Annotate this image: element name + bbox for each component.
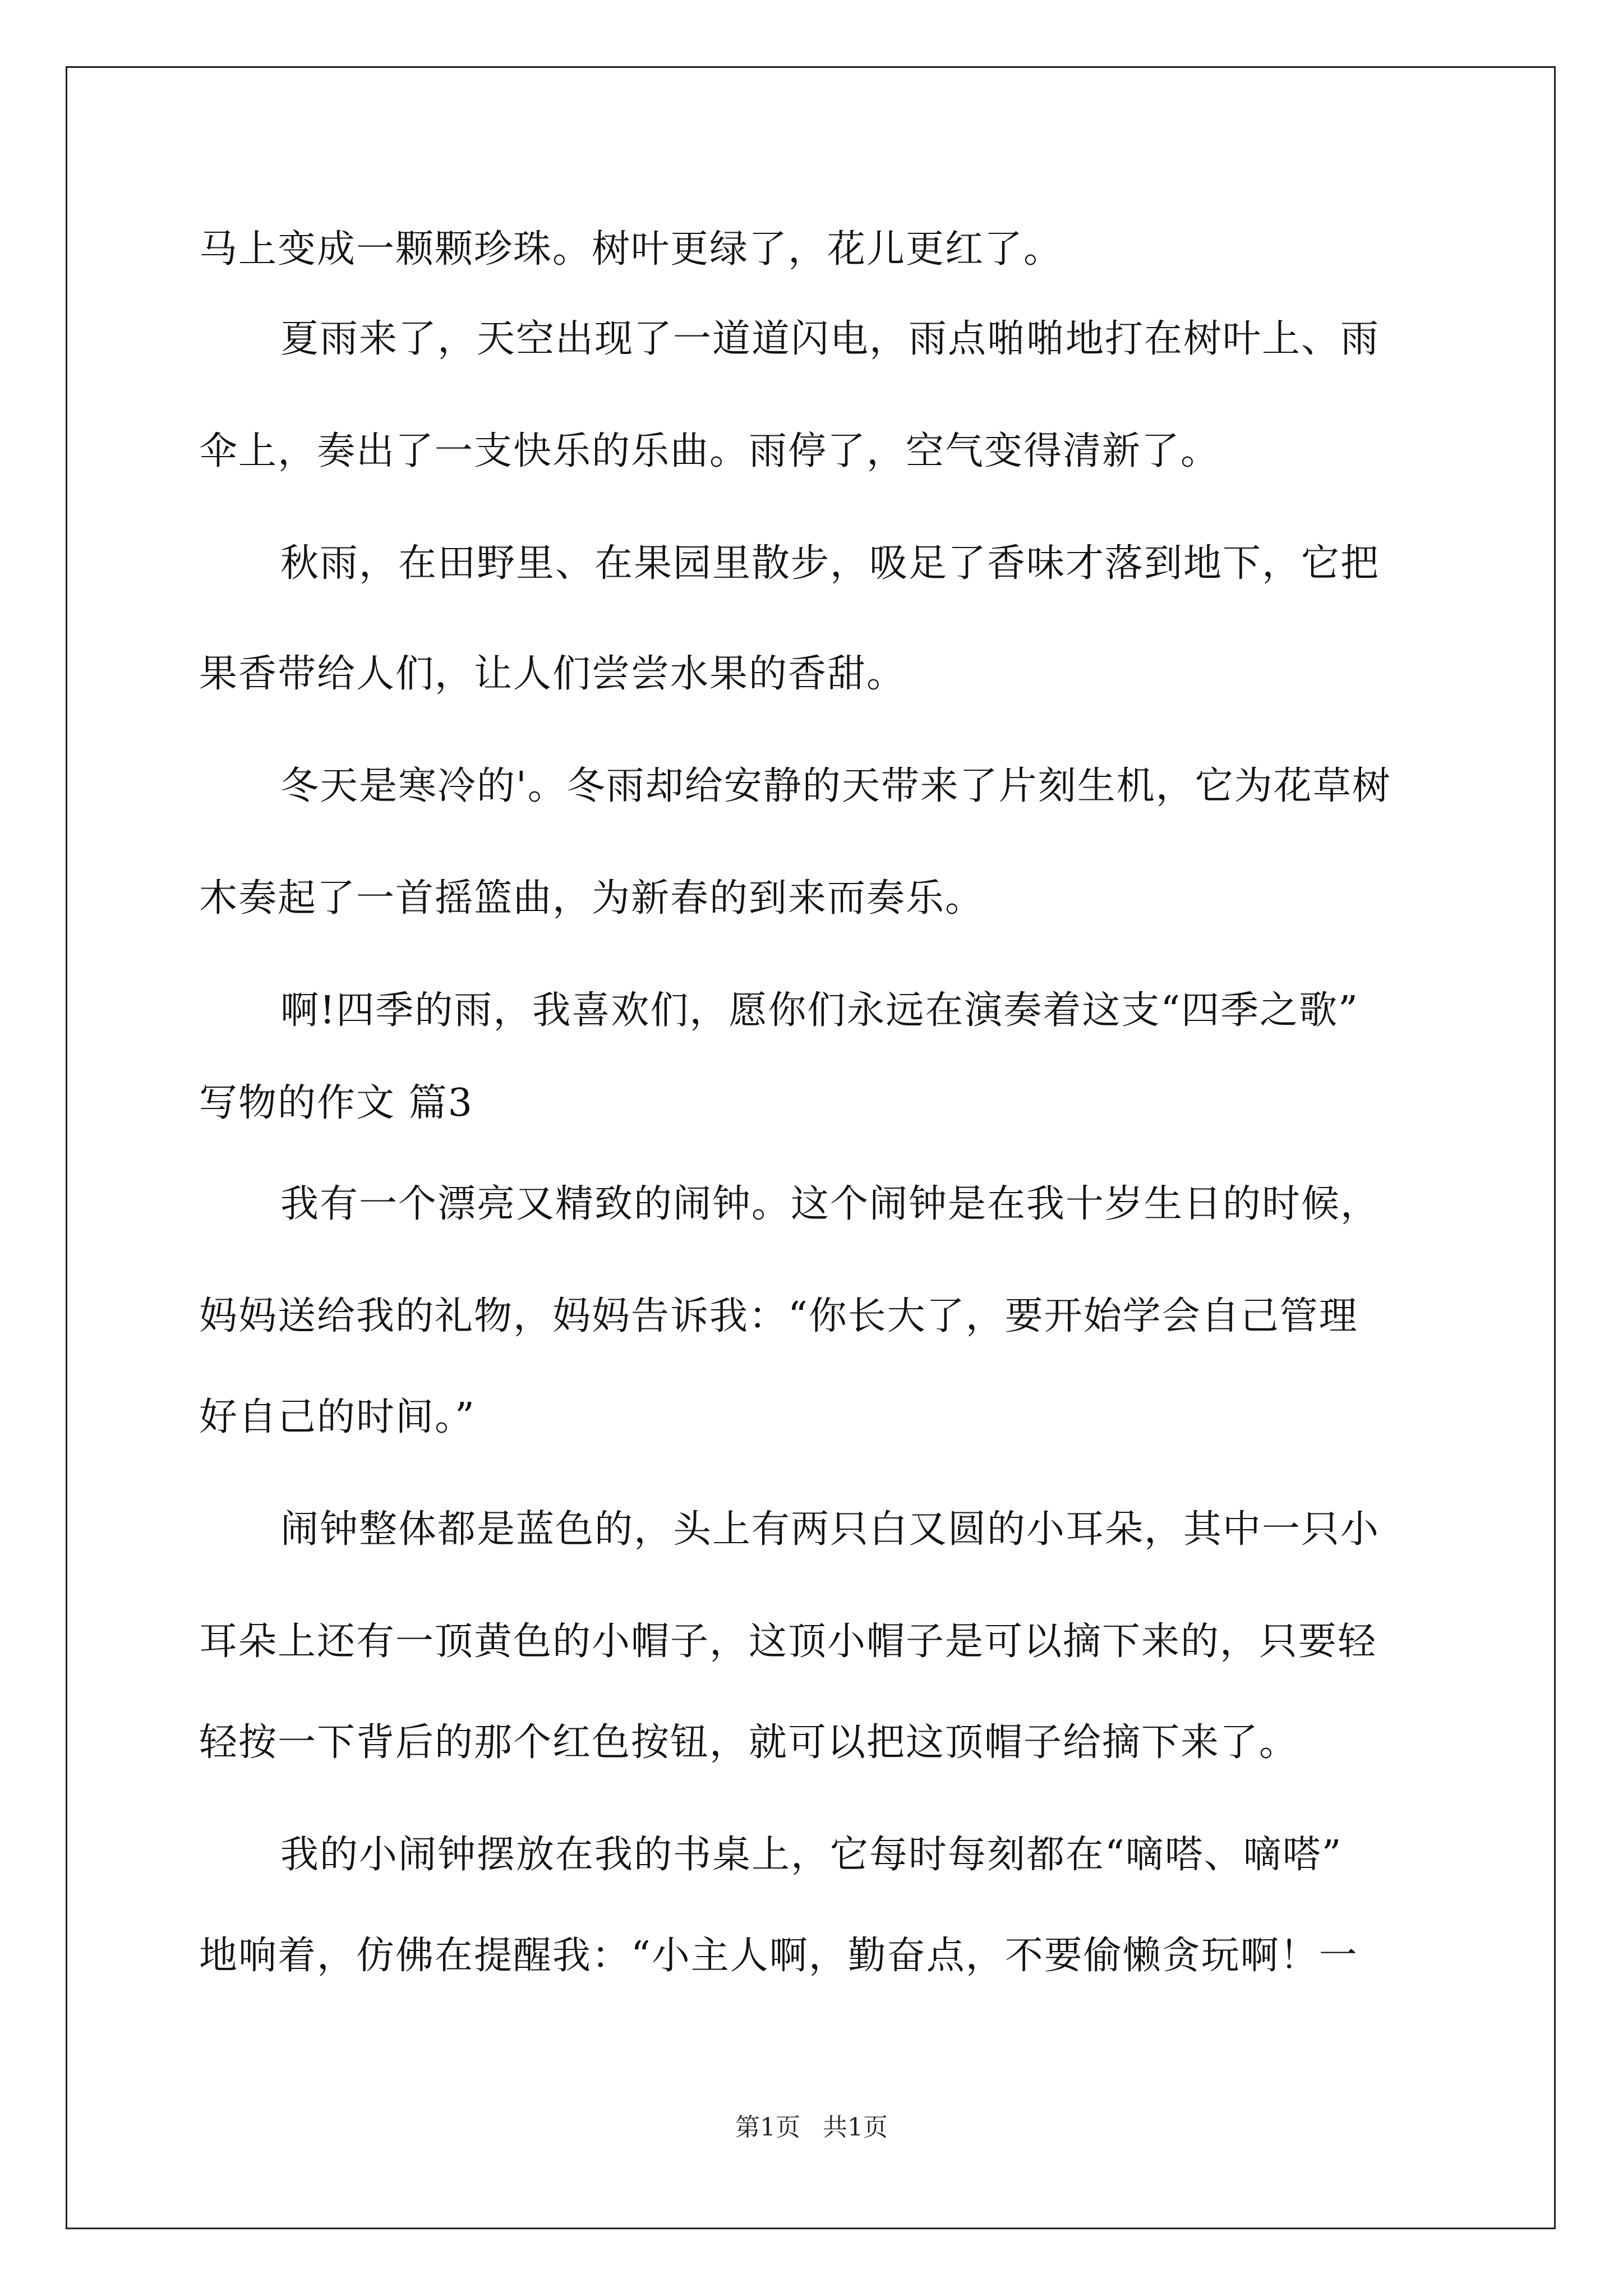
- text-line: 果香带给人们，让人们尝尝水果的香甜。: [199, 652, 906, 696]
- paragraph-first-line: 我的小闹钟摆放在我的书桌上，它每时每刻都在“嘀嗒、嘀嗒”: [280, 1833, 1343, 1877]
- section-heading: 写物的作文 篇3: [199, 1081, 473, 1125]
- text-line: 轻按一下背后的那个红色按钮，就可以把这顶帽子给摘下来了。: [199, 1720, 1299, 1765]
- page-footer: [0, 2112, 1623, 2143]
- paragraph-first-line: 夏雨来了，天空出现了一道道闪电，雨点啪啪地打在树叶上、雨: [280, 317, 1380, 361]
- text-line: 地响着，仿佛在提醒我：“小主人啊，勤奋点，不要偷懒贪玩啊！一: [199, 1934, 1358, 1978]
- paragraph-first-line: 啊!四季的雨，我喜欢们，愿你们永远在演奏着这支“四季之歌”: [280, 988, 1359, 1033]
- text-line: 好自己的时间。”: [199, 1395, 476, 1439]
- text-line: 耳朵上还有一顶黄色的小帽子，这顶小帽子是可以摘下来的，只要轻: [199, 1619, 1377, 1664]
- text-line: 伞上，奏出了一支快乐的乐曲。雨停了，空气变得清新了。: [199, 429, 1220, 473]
- text-line: 木奏起了一首摇篮曲，为新春的到来而奏乐。: [199, 876, 985, 921]
- paragraph-first-line: 我有一个漂亮又精致的闹钟。这个闹钟是在我十岁生日的时候，: [280, 1182, 1380, 1226]
- page-border: [66, 66, 1556, 2229]
- paragraph-first-line: 闹钟整体都是蓝色的，头上有两只白又圆的小耳朵，其中一只小: [280, 1507, 1380, 1552]
- total-pages: 共1页: [823, 2113, 888, 2142]
- page-number: 第1页: [735, 2113, 800, 2142]
- paragraph-first-line: 秋雨，在田野里、在果园里散步，吸足了香味才落到地下，它把: [280, 541, 1380, 586]
- paragraph-first-line: 冬天是寒冷的'。冬雨却给安静的天带来了片刻生机，它为花草树: [280, 764, 1391, 808]
- text-line: 马上变成一颗颗珍珠。树叶更绿了，花儿更红了。: [199, 227, 1063, 272]
- text-line: 妈妈送给我的礼物，妈妈告诉我：“你长大了，要开始学会自己管理: [199, 1294, 1358, 1338]
